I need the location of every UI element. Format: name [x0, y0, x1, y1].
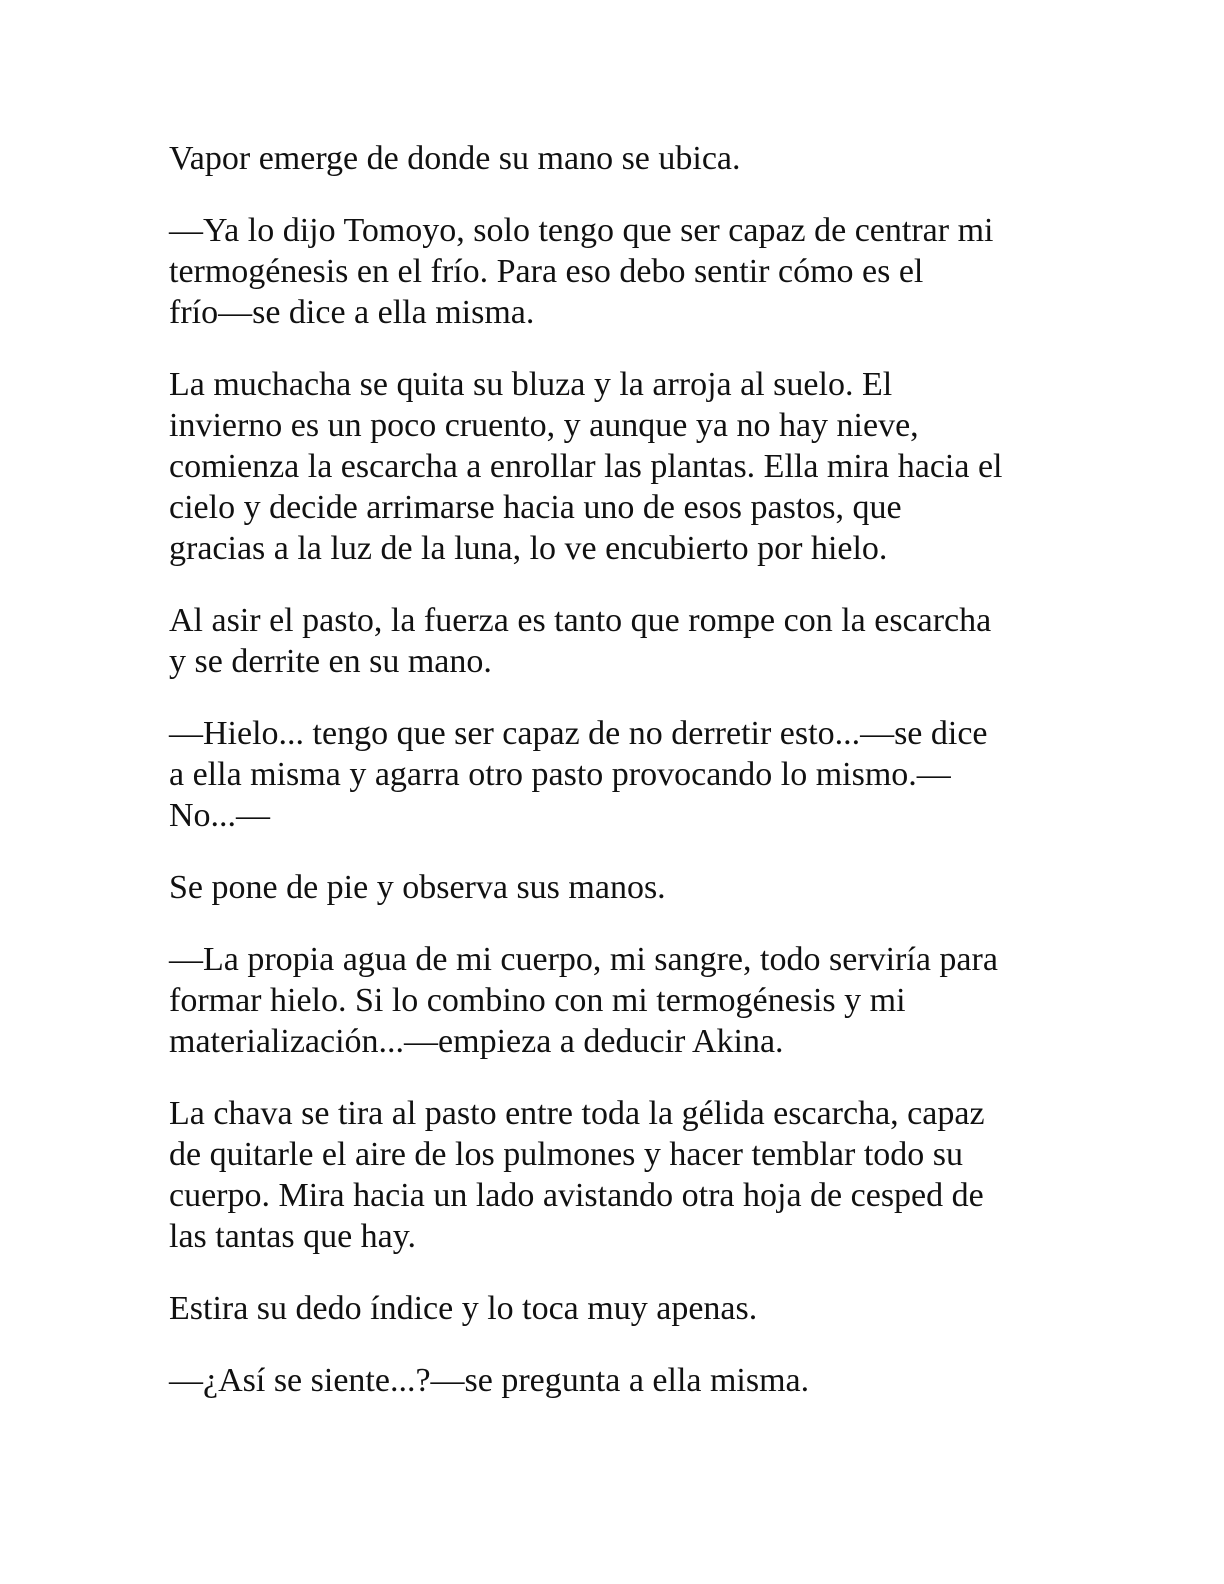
paragraph	[169, 600, 1059, 682]
paragraph	[169, 1093, 1059, 1257]
text-line: —Ya lo dijo Tomoyo, solo tengo que ser capaz de centrar mi	[169, 212, 994, 249]
text-line: de quitarle el aire de los pulmones y hacer temblar todo su	[169, 1136, 964, 1173]
text-line: invierno es un poco cruento, y aunque ya no hay nieve,	[169, 407, 919, 444]
paragraph	[169, 867, 1059, 908]
text-line: Se pone de pie y observa sus manos.	[169, 869, 666, 906]
text-line: No...—	[169, 797, 271, 834]
paragraph	[169, 364, 1059, 569]
text-line: frío—se dice a ella misma.	[169, 294, 535, 331]
text-line: a ella misma y agarra otro pasto provocando lo mismo.—	[169, 756, 951, 793]
text-line: —Hielo... tengo que ser capaz de no derretir esto...—se dice	[169, 715, 988, 752]
text-line: Vapor emerge de donde su mano se ubica.	[169, 140, 741, 177]
text-line: cielo y decide arrimarse hacia uno de esos pastos, que	[169, 489, 902, 526]
paragraph	[169, 138, 1059, 179]
text-line: materialización...—empieza a deducir Akina.	[169, 1023, 784, 1060]
text-line: cuerpo. Mira hacia un lado avistando otra hoja de cesped de	[169, 1177, 984, 1214]
text-line: La muchacha se quita su bluza y la arroja al suelo. El	[169, 366, 893, 403]
text-line: comienza la escarcha a enrollar las plantas. Ella mira hacia el	[169, 448, 1003, 485]
text-line: —¿Así se siente...?—se pregunta a ella misma.	[169, 1362, 810, 1399]
text-line: gracias a la luz de la luna, lo ve encubierto por hielo.	[169, 530, 888, 567]
text-line: Estira su dedo índice y lo toca muy apenas.	[169, 1290, 758, 1327]
paragraph	[169, 1288, 1059, 1329]
document-body	[169, 138, 1059, 1432]
paragraph	[169, 713, 1059, 836]
text-line: termogénesis en el frío. Para eso debo sentir cómo es el	[169, 253, 924, 290]
text-line: Al asir el pasto, la fuerza es tanto que rompe con la escarcha	[169, 602, 992, 639]
text-line: las tantas que hay.	[169, 1218, 417, 1255]
text-line: —La propia agua de mi cuerpo, mi sangre, todo serviría para	[169, 941, 998, 978]
text-line: La chava se tira al pasto entre toda la gélida escarcha, capaz	[169, 1095, 985, 1132]
paragraph	[169, 210, 1059, 333]
paragraph	[169, 1360, 1059, 1401]
text-line: y se derrite en su mano.	[169, 643, 492, 680]
paragraph	[169, 939, 1059, 1062]
text-line: formar hielo. Si lo combino con mi termogénesis y mi	[169, 982, 906, 1019]
